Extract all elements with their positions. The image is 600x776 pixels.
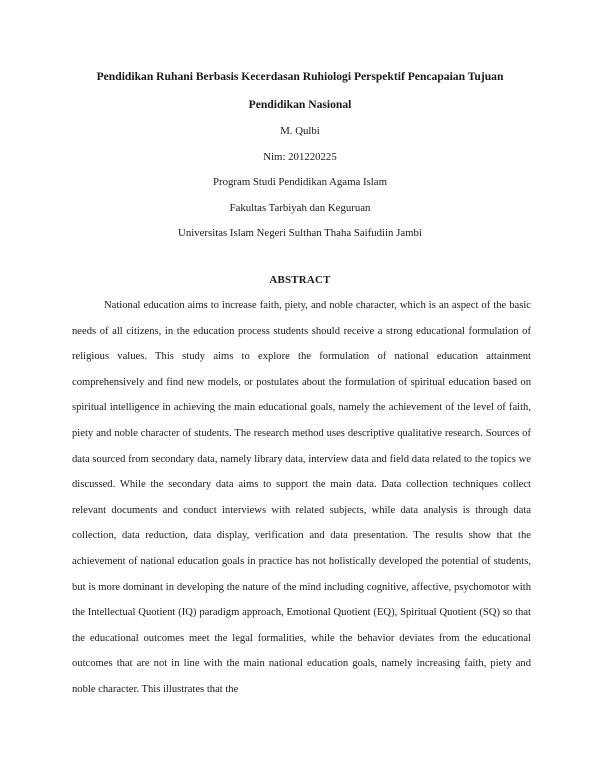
abstract-body: National education aims to increase faith, piety, and noble character, which is an aspect of the basic needs of all citizens, in the education process students should receive a strong educational formulation of religious values. This study aims to explore the formulation of national education attainment comprehensively and find new models, or postulates about the formulation of spiritual education based on spiritual intelligence in achieving the main educational goals, namely the achievement of the level of faith, piety and noble character of students. The research method uses descriptive qualitative research. Sources of data sourced from secondary data, namely library data, interview data and field data related to the topics we discussed. While the secondary data aims to support the main data. Data collection techniques collect relevant documents and conduct interviews with related subjects, while data analysis is through data collection, data reduction, data display, verification and data presentation. The results show that the achievement of national education goals in practice has not holistically developed the potential of students, but is more dominant in developing the nature of the mind including cognitive, affective, psychomotor with the Intellectual Quotient (IQ) paradigm approach, Emotional Quotient (EQ), Spiritual Quotient (SQ) so that the educational outcomes meet the legal formalities, while the behavior deviates from the educational outcomes that are not in line with the main national education goals, namely increasing faith, piety and noble character. This illustrates that the <box>72 300 531 695</box>
abstract-heading: ABSTRACT <box>269 274 331 286</box>
student-id: Nim: 201220225 <box>263 151 337 163</box>
study-program: Program Studi Pendidikan Agama Islam <box>213 176 387 188</box>
university-name: Universitas Islam Negeri Sulthan Thaha Saifudiin Jambi <box>178 227 422 239</box>
author-name: M. Qulbi <box>280 125 320 137</box>
paper-title-line-2: Pendidikan Nasional <box>248 98 352 111</box>
paper-title-line-1: Pendidikan Ruhani Berbasis Kecerdasan Ruhiologi Perspektif Pencapaian Tujuan <box>96 70 504 83</box>
faculty-name: Fakultas Tarbiyah dan Keguruan <box>229 202 371 214</box>
